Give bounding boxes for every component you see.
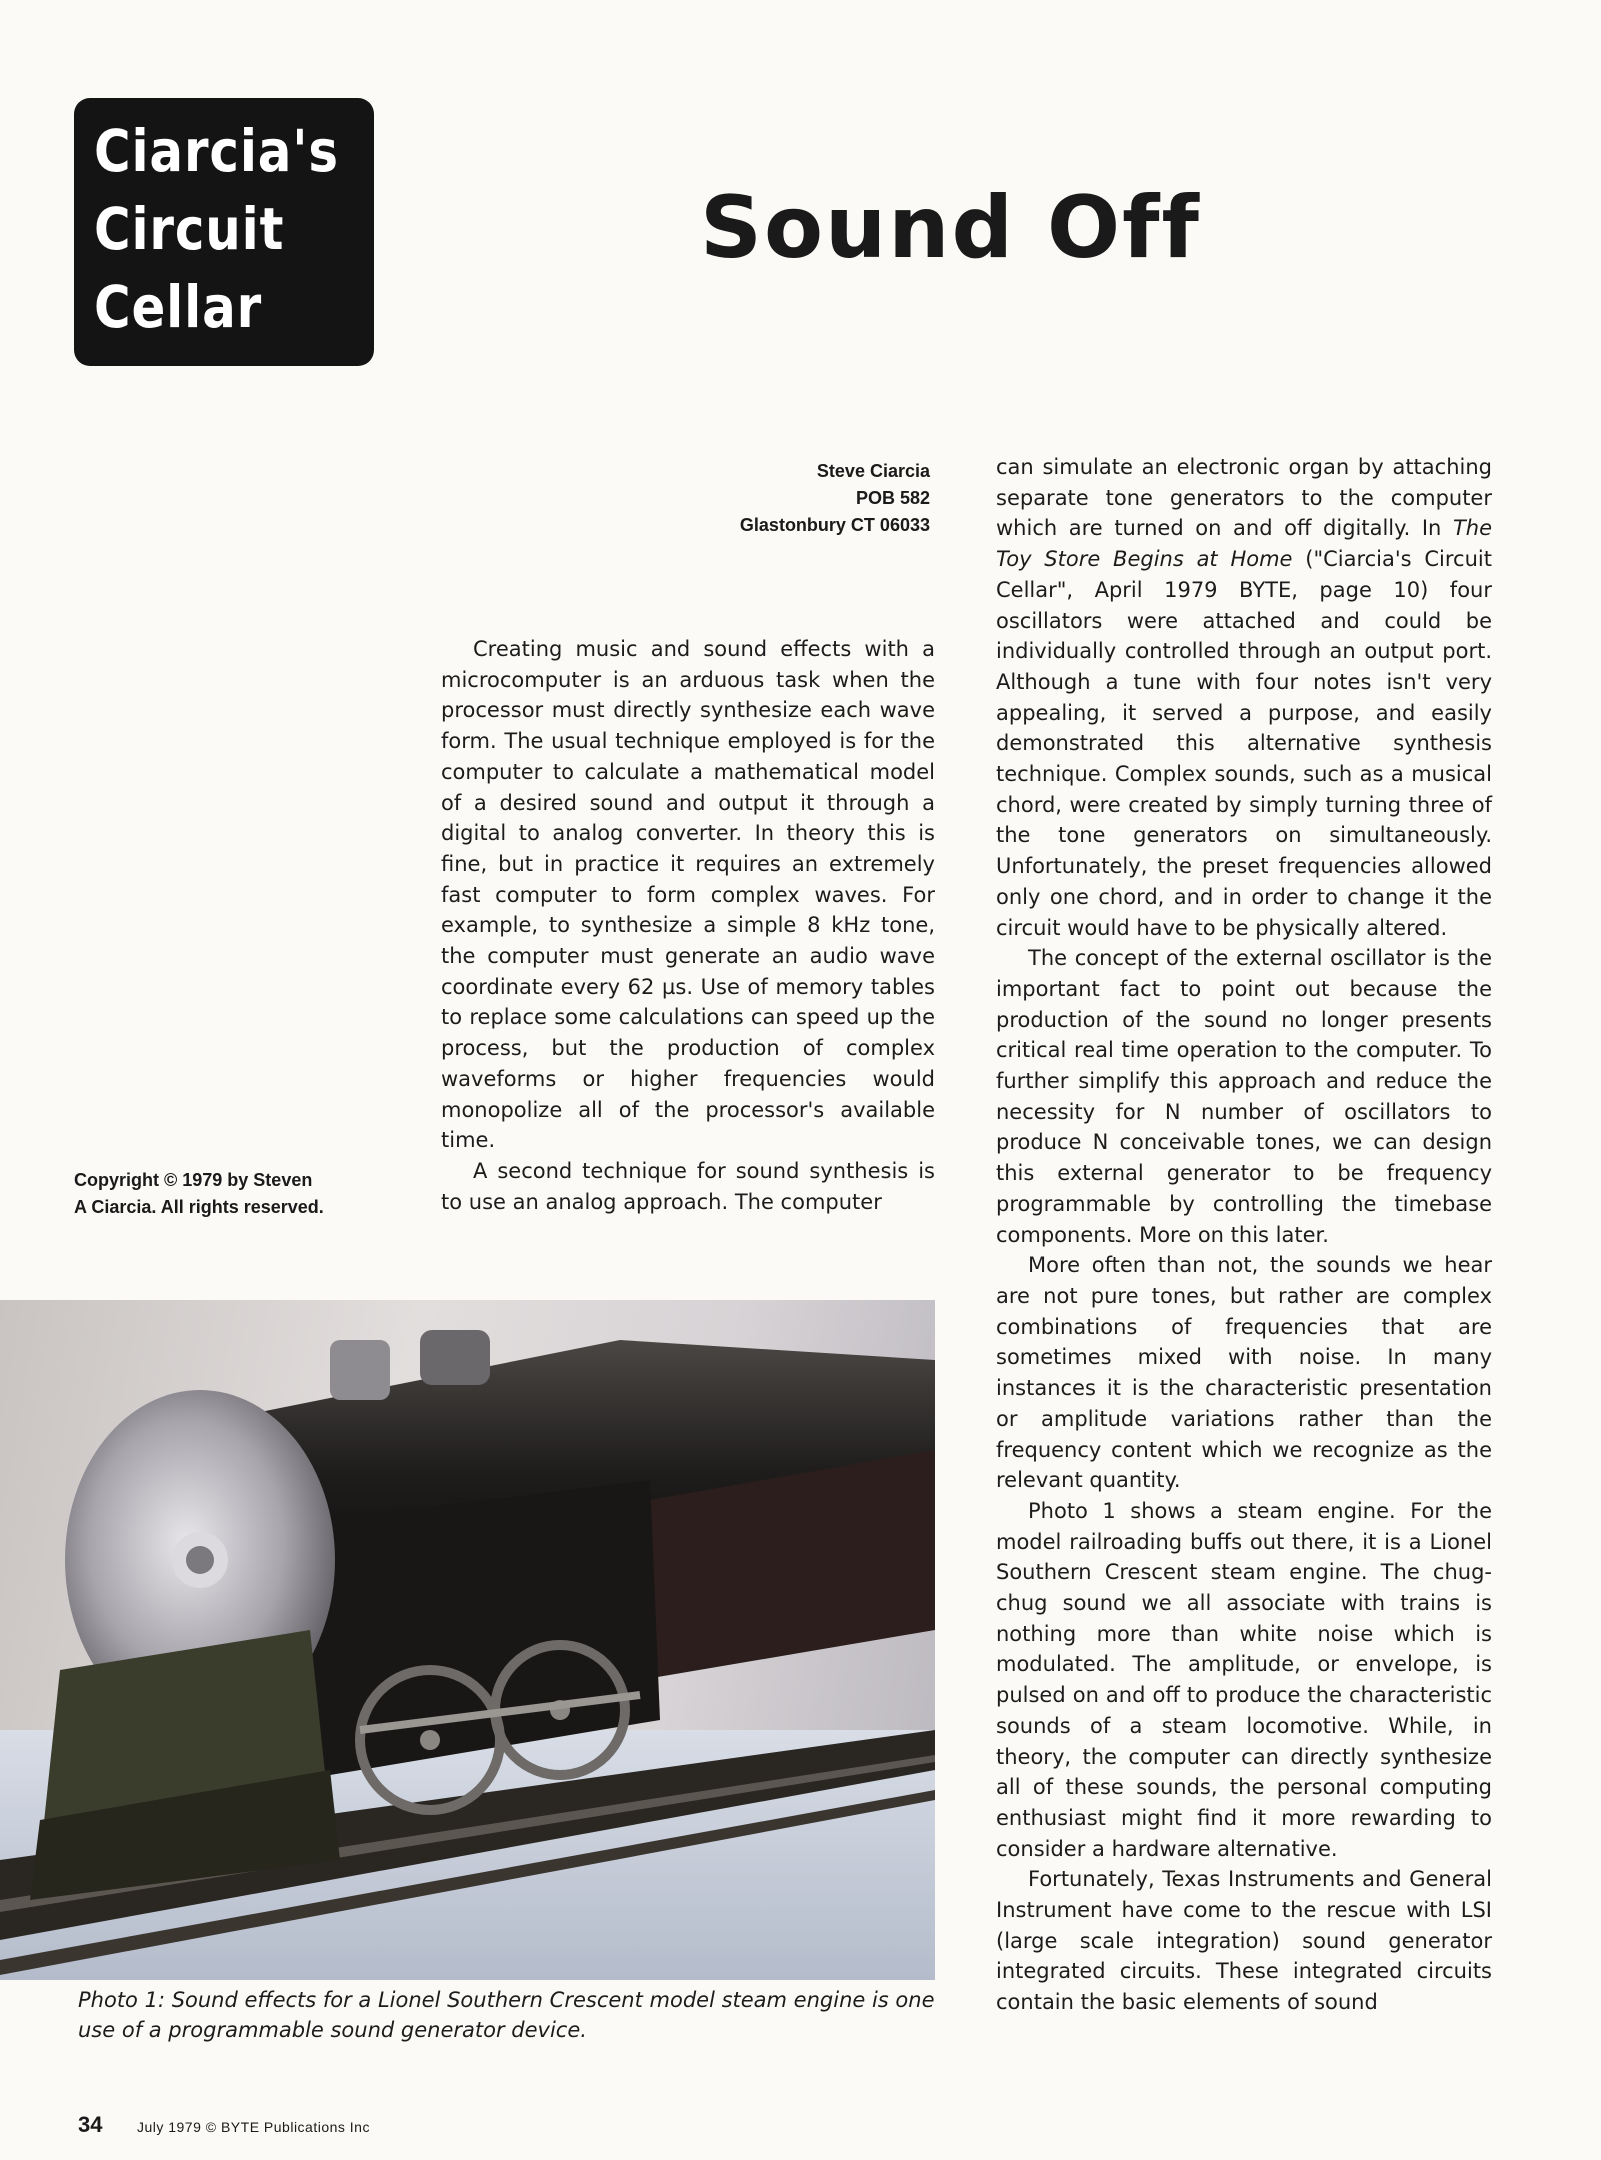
body-text: ("Ciarcia's Circuit Cellar", April 1979 BYTE, page 10) four oscillators were attached and could be individually controlled through an output port. Although a tune with four notes isn't very appealing, it served a purpose, and easily demonstrated this alternative synthesis technique. Complex sounds, such as a musical chord, were created by simply turning three of the tone generators on simultaneously. Unfortunately, the preset frequencies allowed only one chord, and in order to change it the circuit would have to be physically altered. — [996, 547, 1492, 940]
page-number: 34 — [78, 2112, 103, 2137]
body-paragraph: Creating music and sound effects with a microcomputer is an arduous task when the processor must directly synthesize each wave form. The usual technique employed is for the computer to calculate a mathematical model of a desired sound and output it through a digital to analog converter. In theory this is fine, but in practice it requires an extremely fast computer to form complex waves. For example, to synthesize a simple 8 kHz tone, the computer must generate an audio wave coordinate every 62 µs. Use of memory tables to replace some calculations can speed up the process, but the production of complex waveforms or higher frequencies would monopolize all of the processor's available time. — [441, 637, 935, 1153]
steam-engine-photo — [0, 1300, 935, 1980]
article-column-left — [441, 634, 935, 1217]
body-paragraph: A second technique for sound synthesis is to use an analog approach. The computer — [441, 1158, 935, 1214]
footer-text: July 1979 © BYTE Publications Inc — [136, 2119, 370, 2135]
logo-line: Circuit — [94, 195, 285, 263]
logo-line: Cellar — [94, 273, 263, 341]
copyright-line: Copyright © 1979 by Steven — [74, 1170, 313, 1190]
article-title: Sound Off — [700, 178, 1201, 278]
author-city: Glastonbury CT 06033 — [739, 515, 930, 535]
cited-article-title: The Toy Store Begins at Home — [996, 516, 1492, 572]
body-text: can simulate an electronic organ by attaching separate tone generators to the computer which are turned on and off digitally. In — [996, 455, 1492, 541]
body-paragraph: More often than not, the sounds we hear are not pure tones, but rather are complex combinations of frequencies that are sometimes mixed with noise. In many instances it is the characteristic presentation or amplitude variations rather than the frequency content which we recognize as the relevant quantity. — [996, 1253, 1492, 1493]
body-paragraph: Photo 1 shows a steam engine. For the model railroading buffs out there, it is a Lionel Southern Crescent steam engine. The chug-chug sound we all associate with trains is nothing more than white noise which is modulated. The amplitude, or envelope, is pulsed on and off to produce the characteristic sounds of a steam locomotive. While, in theory, the computer can directly synthesize all of these sounds, the personal computing enthusiast might find it more rewarding to consider a hardware alternative. — [996, 1498, 1492, 1861]
logo-line: Ciarcia's — [94, 117, 339, 185]
page-footer — [78, 2112, 370, 2138]
author-block — [560, 458, 930, 539]
locomotive-illustration — [0, 1300, 935, 1980]
photo-caption: Photo 1: Sound effects for a Lionel Southern Crescent model steam engine is one use of a programmable sound generator device. — [78, 1988, 935, 2042]
author-name: Steve Ciarcia — [816, 461, 930, 481]
author-address: POB 582 — [855, 488, 930, 508]
body-paragraph — [996, 452, 1492, 943]
copyright-notice — [74, 1167, 374, 1221]
body-paragraph: Fortunately, Texas Instruments and General Instrument have come to the rescue with LSI (large scale integration) sound generator integrated circuits. These integrated circuits contain the basic elements of sound — [996, 1867, 1492, 2015]
copyright-line: A Ciarcia. All rights reserved. — [74, 1197, 324, 1217]
article-column-right — [996, 452, 1492, 2018]
body-paragraph: The concept of the external oscillator is the important fact to point out because the production of the sound no longer presents critical real time operation to the computer. To further simplify this approach and reduce the necessity for N number of oscillators to produce N conceivable tones, we can design this external generator to be frequency programmable by controlling the timebase components. More on this later. — [996, 946, 1492, 1247]
column-logo — [74, 98, 374, 366]
